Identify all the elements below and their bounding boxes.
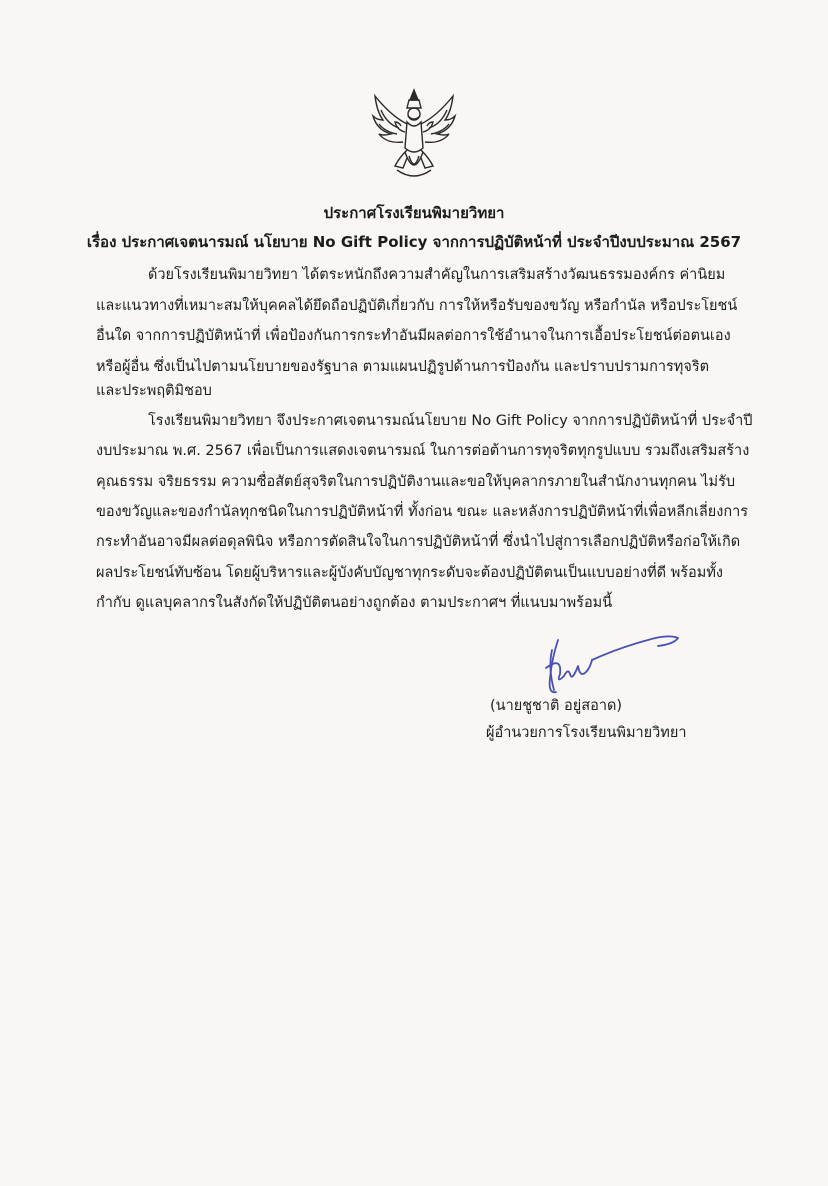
paragraph1-line: หรือผู้อื่น ซึ่งเป็นไปตามนโยบายของรัฐบาล ตามแผนปฏิรูปด้านการป้องกัน และปราบปรามการทุจริต — [96, 359, 710, 375]
paragraph2-line: ผลประโยชน์ทับซ้อน โดยผู้บริหารและผู้บังคับบัญชาทุกระดับจะต้องปฏิบัติตนเป็นแบบอย่างที่ดี พร้อมทั้ง — [96, 565, 723, 581]
paragraph1-line: และประพฤติมิชอบ — [96, 383, 212, 399]
announcement-subject: เรื่อง ประกาศเจตนารมณ์ นโยบาย No Gift Policy จากการปฏิบัติหน้าที่ ประจำปีงบประมาณ 2567 — [86, 233, 742, 251]
paragraph2-line: งบประมาณ พ.ศ. 2567 เพื่อเป็นการแสดงเจตนารมณ์ ในการต่อต้านการทุจริตทุกรูปแบบ รวมถึงเสริมสร้าง — [96, 443, 750, 459]
paragraph1-line: และแนวทางที่เหมาะสมให้บุคคลได้ยึดถือปฏิบัติเกี่ยวกับ การให้หรือรับของขวัญ หรือกำนัล หรือประโยชน์ — [96, 298, 738, 314]
paragraph2-line: คุณธรรม จริยธรรม ความซื่อสัตย์สุจริตในการปฏิบัติงานและขอให้บุคลากรภายในสำนักงานทุกคน ไม่รับ — [96, 474, 736, 490]
handwritten-signature — [538, 628, 683, 698]
paragraph2-line: โรงเรียนพิมายวิทยา จึงประกาศเจตนารมณ์นโยบาย No Gift Policy จากการปฏิบัติหน้าที่ ประจำปี — [148, 413, 753, 429]
garuda-emblem — [369, 86, 459, 182]
announcement-title: ประกาศโรงเรียนพิมายวิทยา — [323, 204, 505, 222]
signatory-name: (นายชูชาติ อยู่สอาด) — [490, 698, 623, 714]
paragraph2-line: ของขวัญและของกำนัลทุกชนิดในการปฏิบัติหน้าที่ ทั้งก่อน ขณะ และหลังการปฏิบัติหน้าที่เพื่อหลีกเลี่ยงการ — [96, 504, 749, 520]
signatory-position: ผู้อำนวยการโรงเรียนพิมายวิทยา — [486, 725, 687, 741]
paragraph2-line: กำกับ ดูแลบุคลากรในสังกัดให้ปฏิบัติตนอย่างถูกต้อง ตามประกาศฯ ที่แนบมาพร้อมนี้ — [96, 595, 613, 611]
paragraph2-line: กระทำอันอาจมีผลต่อดุลพินิจ หรือการตัดสินใจในการปฏิบัติหน้าที่ ซึ่งนำไปสู่การเลือกปฏิบัติหรือก่อให้เกิด — [96, 534, 741, 550]
paragraph1-line: อื่นใด จากการปฏิบัติหน้าที่ เพื่อป้องกันการกระทำอันมีผลต่อการใช้อำนาจในการเอื้อประโยชน์ต่อตนเอง — [96, 328, 731, 344]
paragraph1-line: ด้วยโรงเรียนพิมายวิทยา ได้ตระหนักถึงความสำคัญในการเสริมสร้างวัฒนธรรมองค์กร ค่านิยม — [148, 267, 726, 283]
